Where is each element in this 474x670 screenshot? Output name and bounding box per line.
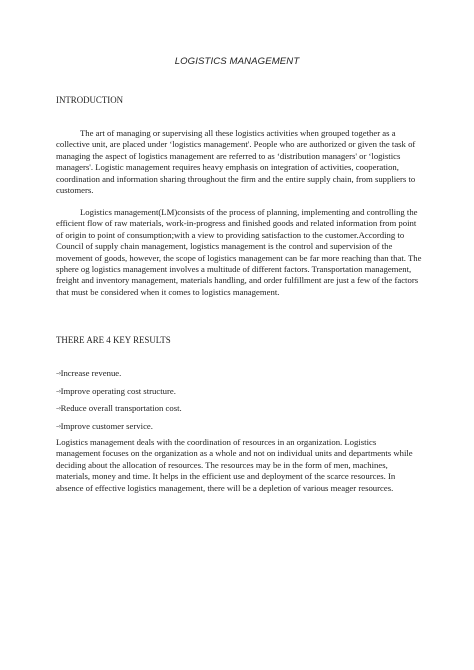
list-item [56, 421, 422, 439]
conclusion-paragraph: Logistics management deals with the coordination of resources in an organization. Logistics management focuses on the organization as a whole and not on individual units and departments while deciding about the allocation of resources. The resources may be in the form of men, machines, materials, money and time. It helps in the efficient use and deployment of the scarce resources. In absence of effective logistics management, there will be a depletion of various meager resources. [56, 437, 413, 493]
document-title: LOGISTICS MANAGEMENT [174, 56, 300, 67]
arrow-bullet-icon: –› [56, 386, 61, 395]
key-result-text: Improve operating cost structure. [60, 385, 176, 396]
key-result-text: Improve customer service. [60, 420, 153, 431]
key-results-heading: THERE ARE 4 KEY RESULTS [56, 335, 171, 345]
list-item [56, 403, 422, 421]
list-item [56, 386, 422, 404]
key-results-list [56, 368, 422, 438]
introduction-heading: INTRODUCTION [56, 95, 124, 105]
arrow-bullet-icon: –› [56, 404, 61, 413]
arrow-bullet-icon: –› [56, 369, 61, 377]
key-result-text: Reduce overall transportation cost. [60, 403, 182, 414]
list-item [56, 368, 422, 386]
introduction-paragraph-2: Logistics management(LM)consists of the process of planning, implementing and controlling the efficient flow of raw materials, work-in-progress and finished goods and related information from point of origin to point of consumption;with a view to providing satisfaction to the customer.According to Council of supply chain management, logistics management is the control and supervision of the movement of goods, however, the scope of logistics management can be far more reaching than that. The sphere og logistics management involves a multitude of different factors. Transportation management, freight and inventory management, materials handling, and order fulfillment are just a few of the factors that must be considered when it comes to logistics management. [56, 207, 422, 297]
introduction-paragraph-1: The art of managing or supervising all these logistics activities when grouped together as a collective unit, are placed under ‘logistics management'. People who are authorized or given the task of managing the aspect of logistics management are referred to as ‘distribution managers' or ‘logistics managers'. Logistic management requires heavy emphasis on integration of activities, cooperation, coordination and information sharing throughout the firm and the entire supply chain, from suppliers to customers. [56, 128, 416, 196]
key-result-text: Increase revenue. [60, 368, 122, 378]
arrow-bullet-icon: –› [56, 421, 61, 430]
